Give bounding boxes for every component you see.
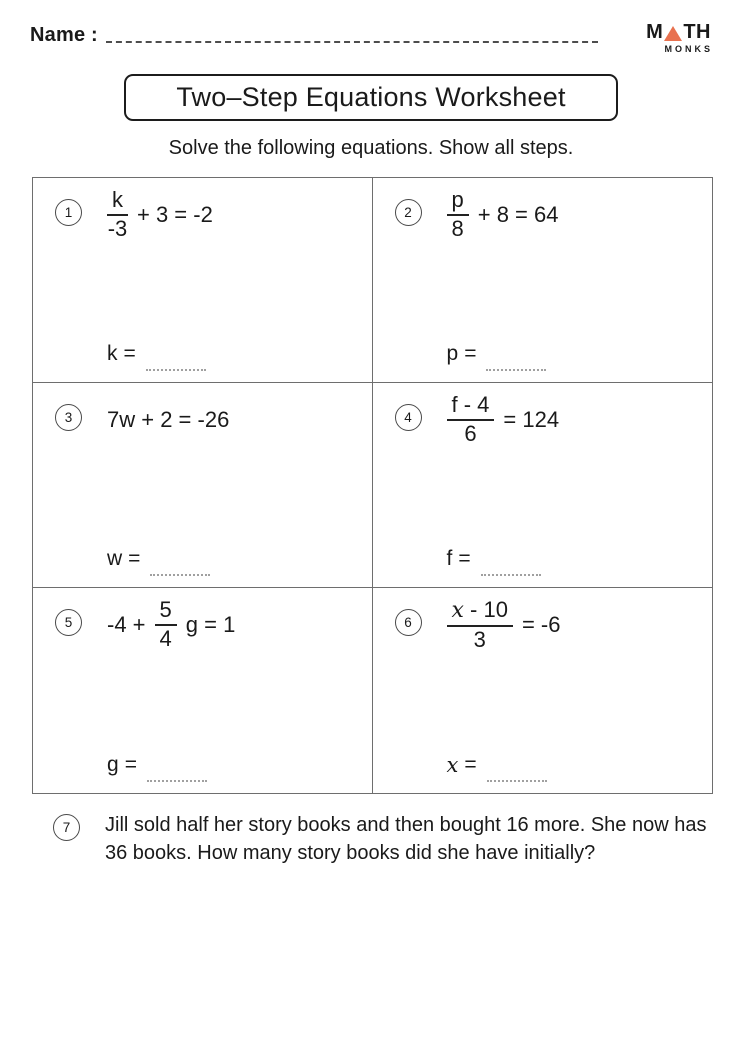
problem-number-6: 6 — [395, 609, 422, 636]
problem-number-3: 3 — [55, 404, 82, 431]
numerator: k — [107, 188, 128, 216]
equation-text: + 3 = -2 — [137, 202, 213, 227]
triangle-icon — [664, 26, 682, 41]
fraction — [155, 598, 177, 651]
answer-blank-line — [481, 574, 541, 576]
logo-letter-m: M — [646, 21, 664, 43]
answer-equals: = — [124, 753, 137, 776]
logo-monks-text: MONKS — [664, 44, 713, 54]
answer-blank-line — [150, 574, 210, 576]
answer-2 — [447, 342, 547, 366]
problem-cell-6 — [373, 588, 713, 793]
answer-blank-line — [147, 780, 207, 782]
logo-letters-th: TH — [683, 21, 711, 43]
worksheet-title: Two–Step Equations Worksheet — [176, 82, 566, 112]
problem-cell-4 — [373, 383, 713, 588]
fraction — [447, 393, 495, 446]
equation-text: = 124 — [503, 407, 560, 432]
equation-6 — [447, 598, 561, 652]
equation-3 — [107, 393, 229, 447]
problem-number-4: 4 — [395, 404, 422, 431]
name-blank-line — [106, 41, 598, 43]
answer-variable: p — [446, 342, 459, 365]
word-problem-text: Jill sold half her story books and then bought 16 more. She now has 36 books. How many story books did she have initially? — [105, 814, 707, 864]
italic-variable: x — [451, 597, 464, 623]
name-label: Name : — [30, 24, 98, 46]
equation-4 — [447, 393, 560, 447]
fraction — [447, 598, 513, 652]
equation-1 — [107, 188, 213, 242]
fraction — [107, 188, 128, 241]
answer-variable: x — [446, 753, 459, 777]
answer-variable: w — [107, 547, 123, 570]
answer-3 — [107, 547, 210, 571]
answer-variable: k — [107, 342, 118, 365]
math-monks-logo — [646, 22, 711, 54]
numerator: x - 10 — [447, 598, 513, 627]
problem-number-5: 5 — [55, 609, 82, 636]
problem-cell-1 — [33, 178, 373, 383]
problem-cell-5 — [33, 588, 373, 793]
denominator: -3 — [107, 216, 128, 241]
fraction — [447, 188, 469, 241]
equation-text: 7w + 2 = -26 — [107, 407, 230, 432]
answer-variable: g — [107, 753, 119, 776]
answer-equals: = — [128, 547, 141, 570]
problem-cell-2 — [373, 178, 713, 383]
equation-text: g = 1 — [185, 612, 236, 637]
answer-equals: = — [464, 342, 477, 365]
denominator: 3 — [473, 626, 486, 652]
answer-equals: = — [464, 753, 477, 776]
answer-equals: = — [123, 342, 136, 365]
equation-2 — [447, 188, 559, 242]
logo-wordmark — [646, 22, 711, 42]
name-row — [30, 24, 598, 47]
answer-equals: = — [458, 547, 471, 570]
instructions-text: Solve the following equations. Show all steps. — [168, 137, 574, 159]
answer-4 — [447, 547, 541, 571]
problems-grid — [32, 177, 713, 794]
equation-5 — [107, 598, 235, 652]
denominator: 6 — [464, 421, 477, 446]
answer-6 — [447, 753, 547, 777]
equation-text: -4 + — [107, 612, 146, 637]
answer-blank-line — [146, 369, 206, 371]
answer-5 — [107, 753, 207, 777]
answer-1 — [107, 342, 206, 366]
problem-number-2: 2 — [395, 199, 422, 226]
answer-blank-line — [486, 369, 546, 371]
numerator: f - 4 — [447, 393, 495, 421]
problem-number-7: 7 — [53, 814, 80, 841]
numerator: 5 — [155, 598, 177, 626]
numerator: p — [447, 188, 469, 216]
equation-text: + 8 = 64 — [477, 202, 559, 227]
answer-blank-line — [487, 780, 547, 782]
problem-number-1: 1 — [55, 199, 82, 226]
worksheet-title-box — [124, 74, 618, 121]
problem-cell-3 — [33, 383, 373, 588]
equation-text: = -6 — [521, 612, 561, 637]
denominator: 4 — [159, 626, 172, 651]
denominator: 8 — [451, 216, 464, 241]
answer-variable: f — [446, 547, 453, 570]
